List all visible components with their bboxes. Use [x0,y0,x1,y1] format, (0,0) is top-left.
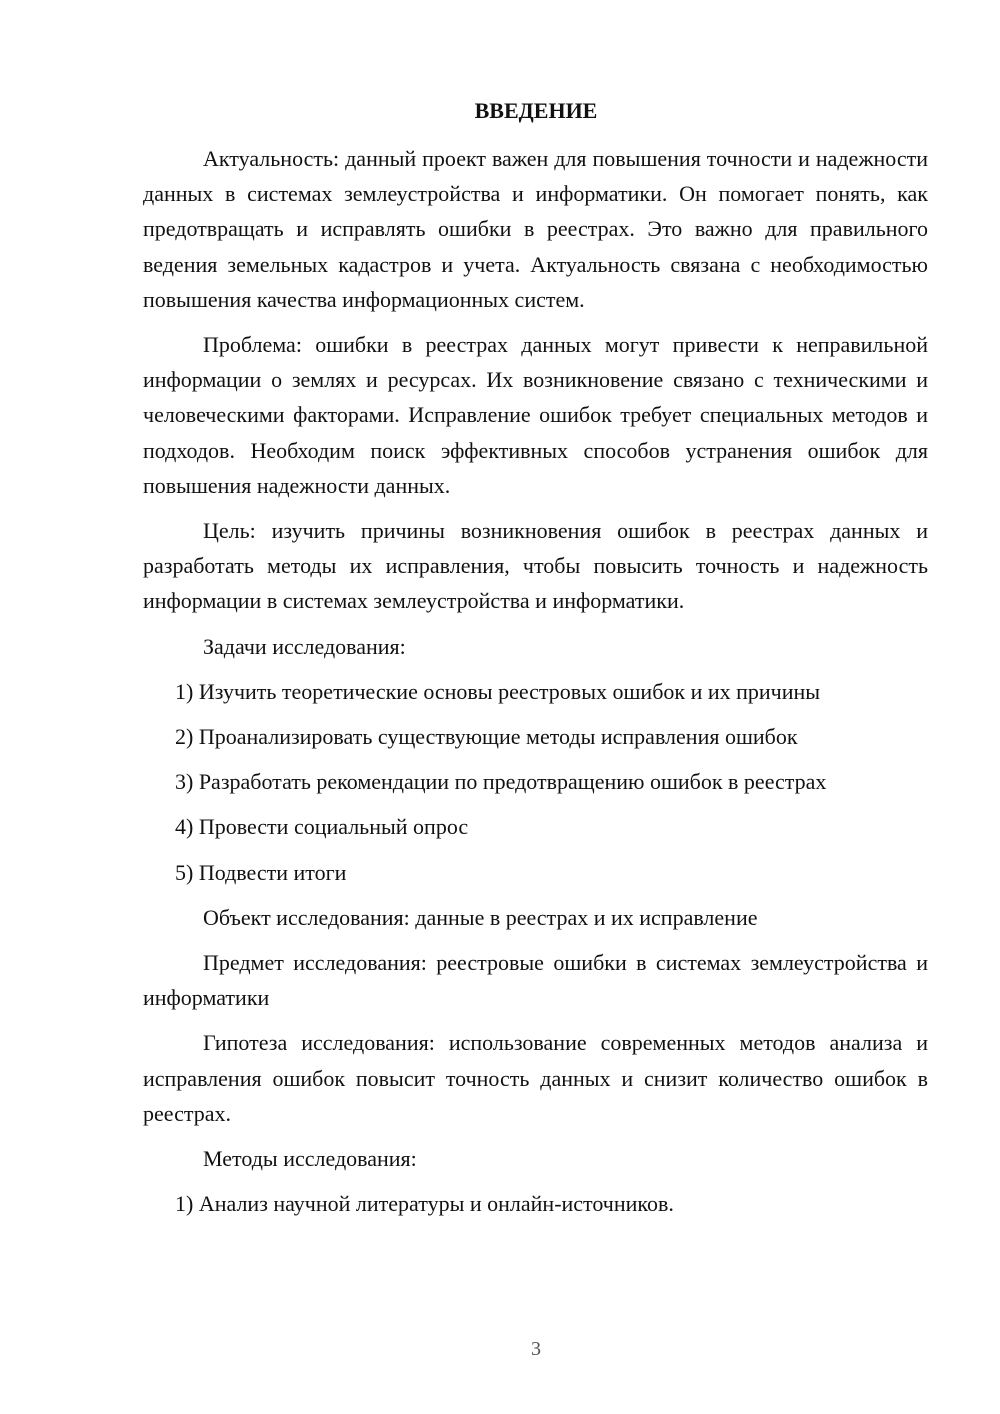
page-number: 3 [531,1338,541,1360]
tasks-heading: Задачи исследования: [203,633,406,659]
paragraph-problem: Проблема: ошибки в реестрах данных могут привести к неправильной информации о землях и ресурсах. Их возникновение связано с техническими и человеческими факторами. Исправление ошибок требует специальных методов и подходов. Необходим поиск эффективных способов устранения ошибок для повышения надежности данных. [143,332,928,498]
task-item-4: 4) Провести социальный опрос [175,814,469,840]
method-item-1: 1) Анализ научной литературы и онлайн-источников. [175,1191,674,1217]
task-item-5: 5) Подвести итоги [175,859,347,885]
task-item-1: 1) Изучить теоретические основы реестровых ошибок и их причины [175,678,821,704]
paragraph-subject: Предмет исследования: реестровые ошибки в системах землеустройства и информатики [143,950,928,1011]
paragraph-goal: Цель: изучить причины возникновения ошибок в реестрах данных и разработать методы их исправления, чтобы повысить точность и надежность информации в системах землеустройства и информатики. [143,518,928,614]
paragraph-object: Объект исследования: данные в реестрах и их исправление [203,904,758,930]
methods-heading: Методы исследования: [203,1146,417,1172]
paragraph-relevance: Актуальность: данный проект важен для повышения точности и надежности данных в системах землеустройства и информатики. Он помогает понять, как предотвращать и исправлять ошибки в реестрах. Это важно для правильного ведения земельных кадастров и учета. Актуальность связана с необходимостью повышения качества информационных систем. [143,146,928,312]
page-body [143,141,928,1231]
task-item-3: 3) Разработать рекомендации по предотвращению ошибок в реестрах [175,769,827,795]
page-title: ВВЕДЕНИЕ [474,98,598,123]
task-item-2: 2) Проанализировать существующие методы исправления ошибок [175,724,798,750]
paragraph-hypothesis: Гипотеза исследования: использование современных методов анализа и исправления ошибок повысит точность данных и снизит количество ошибок в реестрах. [143,1030,928,1126]
